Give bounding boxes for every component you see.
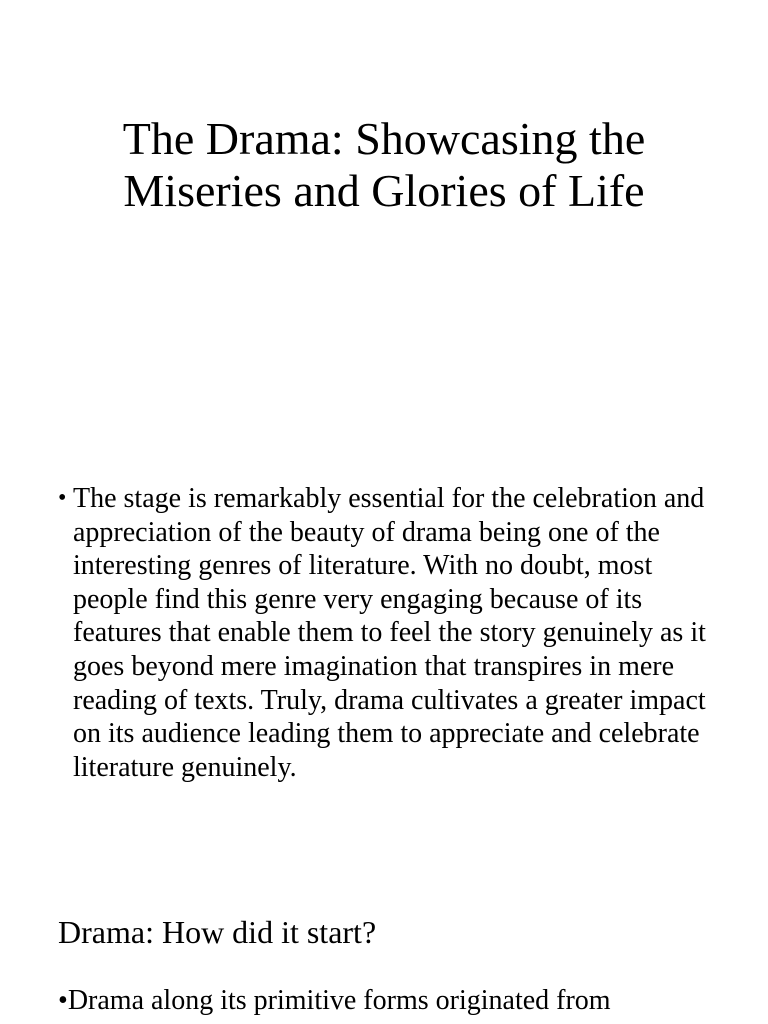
slide-title xyxy=(0,113,768,217)
intro-bullet-row xyxy=(58,482,718,784)
section-heading: Drama: How did it start? xyxy=(58,914,377,950)
bullet-icon: • xyxy=(58,485,67,511)
origin-bullet-text: Drama along its primitive forms originated from xyxy=(67,985,611,1016)
intro-bullet xyxy=(58,482,718,784)
slide-title-line-2: Miseries and Glories of Life xyxy=(123,165,645,216)
bullet-icon: • xyxy=(58,985,68,1016)
origin-bullet xyxy=(58,982,758,1020)
intro-bullet-text: The stage is remarkably essential for the celebration and appreciation of the beauty of drama being one of the interesting genres of literature. With no doubt, most people find this genre very engaging because of its features that enable them to feel the story genuinely as it goes beyond mere imagination that transpires in mere reading of texts. Truly, drama cultivates a greater impact on its audience leading them to appreciate and celebrate literature genuinely. xyxy=(73,483,706,783)
slide-title-line-1: The Drama: Showcasing the xyxy=(122,113,646,164)
